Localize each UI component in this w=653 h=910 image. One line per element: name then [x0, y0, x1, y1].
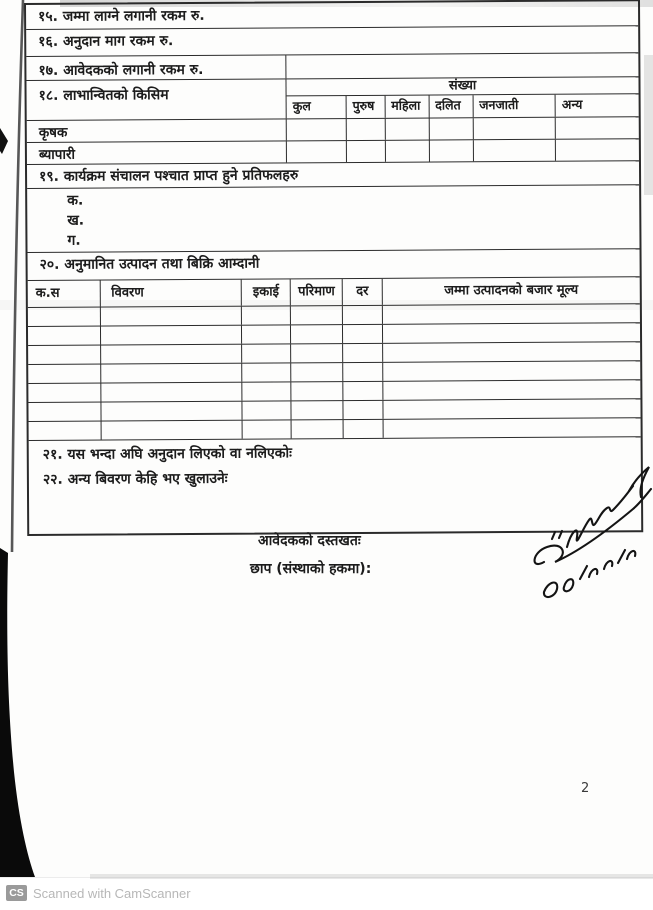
empty-cell [383, 399, 640, 419]
form-item-19-label: १९. कार्यक्रम संचालन पश्चात प्राप्त हुने प्रतिफलहरु [39, 167, 299, 185]
empty-cell [383, 323, 640, 343]
empty-cell [383, 304, 640, 324]
form-item-15 [26, 1, 638, 30]
empty-cell [242, 363, 291, 381]
empty-cell [242, 306, 291, 324]
empty-cell [28, 365, 102, 383]
handwritten-signature [528, 462, 653, 612]
empty-cell [292, 401, 344, 419]
empty-cell [28, 327, 102, 345]
empty-cell [28, 346, 102, 364]
empty-cell [344, 401, 384, 419]
column-header-market-value: जम्मा उत्पादनको बजार मूल्य [444, 282, 579, 299]
empty-cell [28, 384, 102, 402]
empty-cell [343, 363, 383, 381]
form-item-18 [26, 77, 638, 121]
empty-cell [429, 118, 473, 139]
form-item-16-label: १६. अनुदान माग रकम रु. [38, 33, 174, 50]
column-header-rate: दर [343, 279, 383, 305]
empty-cell [291, 382, 343, 400]
scan-streak [90, 874, 653, 879]
empty-cell [291, 306, 343, 324]
column-header-janajati: जनजाती [473, 95, 556, 118]
beneficiary-group-header: संख्या [287, 77, 639, 96]
empty-cell [102, 364, 243, 383]
empty-cell [102, 402, 243, 421]
column-header-quantity: परिमाण [291, 279, 343, 305]
column-header-unit: इकाई [242, 279, 291, 305]
empty-cell [383, 342, 640, 362]
empty-cell [242, 344, 291, 362]
empty-cell [287, 141, 347, 162]
empty-cell [344, 420, 384, 438]
empty-cell [242, 325, 291, 343]
column-header-sn: क.स [28, 281, 102, 307]
form-item-21-label: २१. यस भन्दा अघि अनुदान लिएको वा नलिएकोः [42, 445, 292, 463]
empty-cell [556, 139, 639, 161]
outcome-list [27, 185, 639, 253]
column-header-dalit: दलित [429, 95, 473, 117]
empty-cell [343, 382, 383, 400]
empty-cell [29, 422, 103, 440]
empty-cell [243, 382, 292, 400]
empty-cell [556, 117, 639, 139]
empty-cell [28, 308, 102, 326]
column-header-male: पुरुष [346, 96, 385, 118]
empty-cell [287, 119, 347, 140]
beneficiary-columns-block [287, 77, 639, 118]
outcome-item-ka: क. [67, 192, 84, 209]
empty-cell [385, 141, 429, 162]
empty-cell [343, 306, 383, 324]
production-table-header [28, 277, 640, 308]
outcome-item-kha: ख. [67, 212, 85, 229]
beneficiary-column-headers [287, 94, 639, 118]
empty-cell [243, 420, 292, 438]
empty-cell [343, 325, 383, 343]
empty-cell [28, 403, 102, 421]
empty-cell [291, 325, 343, 343]
empty-cell [102, 421, 243, 440]
empty-cell [291, 344, 343, 362]
empty-cell [383, 380, 640, 400]
form-item-17-label: १७. आवेदकको लगानी रकम रु. [26, 55, 286, 80]
application-form-table [24, 0, 643, 536]
row-label-trader: ब्यापारी [27, 141, 287, 164]
applicant-signature-label: आवेदकको दस्तखतः [258, 533, 361, 549]
form-item-22-label: २२. अन्य बिवरण केहि भए खुलाउनेः [42, 470, 228, 488]
column-header-female: महिला [385, 96, 429, 118]
empty-cell [101, 307, 242, 326]
form-item-17-value-cell [286, 53, 638, 78]
empty-cell [291, 363, 343, 381]
page-number: 2 [581, 781, 590, 796]
row-label-farmer: कृषक [27, 119, 287, 142]
empty-cell [292, 420, 344, 438]
camscanner-footer [0, 877, 653, 910]
empty-cell [101, 326, 242, 345]
empty-cell [473, 118, 556, 140]
outcome-item-ga: ग. [67, 232, 81, 249]
empty-cell [343, 344, 383, 362]
form-item-18-label: १८. लाभान्वितको किसिम [26, 79, 286, 120]
camscanner-label: Scanned with CamScanner [33, 886, 191, 901]
column-header-total: कुल [287, 96, 347, 118]
scan-streak [644, 55, 653, 195]
empty-cell [102, 383, 243, 402]
empty-cell [429, 140, 473, 161]
empty-cell [102, 345, 243, 364]
camscanner-icon: CS [6, 885, 27, 901]
empty-cell [347, 119, 386, 140]
form-item-20-label: २०. अनुमानित उत्पादन तथा बिक्रि आम्दानी [39, 255, 260, 273]
empty-cell [385, 119, 429, 140]
empty-cell [383, 418, 640, 438]
form-item-16 [26, 26, 638, 57]
column-header-description: विवरण [101, 280, 242, 307]
empty-cell [383, 361, 640, 381]
column-header-other: अन्य [561, 96, 583, 112]
empty-cell [473, 140, 556, 162]
form-item-15-label: १५. जम्मा लाग्ने लगानी रकम रु. [38, 7, 205, 25]
form-item-20 [28, 249, 640, 281]
empty-cell [243, 401, 292, 419]
empty-cell [347, 141, 386, 162]
stamp-label: छाप (संस्थाको हकमा): [250, 561, 372, 577]
